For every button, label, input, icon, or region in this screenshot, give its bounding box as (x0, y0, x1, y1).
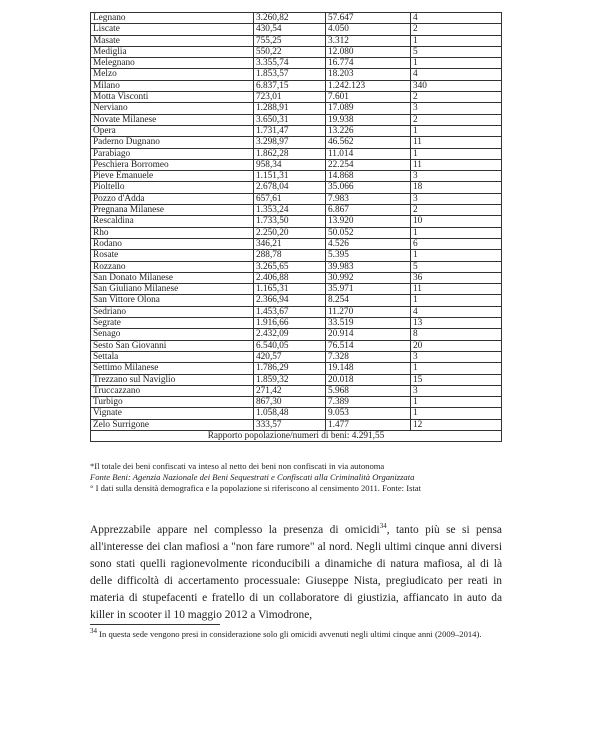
table-row (91, 148, 502, 159)
density-cell: 1.786,29 (254, 363, 326, 374)
table-row (91, 205, 502, 216)
assets-cell: 1 (411, 125, 502, 136)
table-row (91, 272, 502, 283)
density-cell: 867,30 (254, 397, 326, 408)
assets-cell: 2 (411, 92, 502, 103)
table-row (91, 114, 502, 125)
density-cell: 1.151,31 (254, 171, 326, 182)
table-row (91, 24, 502, 35)
density-cell: 333,57 (254, 419, 326, 430)
population-cell: 4.526 (326, 238, 411, 249)
population-cell: 13.920 (326, 216, 411, 227)
assets-cell: 11 (411, 159, 502, 170)
population-cell: 4.050 (326, 24, 411, 35)
assets-cell: 10 (411, 216, 502, 227)
table-row (91, 92, 502, 103)
table-row (91, 69, 502, 80)
table-row (91, 340, 502, 351)
population-cell: 11.270 (326, 306, 411, 317)
municipality-cell: Truccazzano (91, 385, 254, 396)
assets-cell: 12 (411, 419, 502, 430)
table-row (91, 351, 502, 362)
assets-cell: 5 (411, 261, 502, 272)
population-cell: 17.089 (326, 103, 411, 114)
density-cell: 1.859,32 (254, 374, 326, 385)
density-cell: 1.058,48 (254, 408, 326, 419)
population-cell: 1.477 (326, 419, 411, 430)
density-cell: 1.862,28 (254, 148, 326, 159)
municipality-cell: Mediglia (91, 46, 254, 57)
assets-cell: 3 (411, 193, 502, 204)
density-cell: 3.355,74 (254, 58, 326, 69)
assets-cell: 340 (411, 80, 502, 91)
density-cell: 657,61 (254, 193, 326, 204)
density-cell: 3.260,82 (254, 13, 326, 24)
footnote-divider (90, 624, 220, 625)
table-row (91, 80, 502, 91)
assets-cell: 1 (411, 250, 502, 261)
assets-cell: 36 (411, 272, 502, 283)
municipality-cell: Novate Milanese (91, 114, 254, 125)
density-cell: 1.731,47 (254, 125, 326, 136)
density-cell: 420,57 (254, 351, 326, 362)
population-cell: 35.066 (326, 182, 411, 193)
population-cell: 5.968 (326, 385, 411, 396)
municipality-cell: Melegnano (91, 58, 254, 69)
density-cell: 6.837,15 (254, 80, 326, 91)
assets-cell: 8 (411, 329, 502, 340)
table-row (91, 295, 502, 306)
note-total: *Il totale dei beni confiscati va inteso al netto dei beni non confiscati in via autonoma (90, 461, 385, 471)
density-cell: 2.678,04 (254, 182, 326, 193)
body-paragraph (90, 522, 502, 624)
table-row (91, 385, 502, 396)
population-cell: 7.983 (326, 193, 411, 204)
municipality-cell: Pioltello (91, 182, 254, 193)
assets-cell: 3 (411, 103, 502, 114)
population-cell: 9.053 (326, 408, 411, 419)
footnote-number: 34 (90, 627, 97, 636)
table-row (91, 137, 502, 148)
density-cell: 2.432,09 (254, 329, 326, 340)
density-cell: 2.406,88 (254, 272, 326, 283)
assets-cell: 1 (411, 363, 502, 374)
assets-cell: 1 (411, 35, 502, 46)
municipality-cell: Trezzano sul Naviglio (91, 374, 254, 385)
municipality-cell: Pieve Emanuele (91, 171, 254, 182)
assets-cell: 1 (411, 58, 502, 69)
population-cell: 19.938 (326, 114, 411, 125)
assets-cell: 2 (411, 24, 502, 35)
density-cell: 1.733,50 (254, 216, 326, 227)
table-row (91, 182, 502, 193)
population-cell: 76.514 (326, 340, 411, 351)
population-cell: 8.254 (326, 295, 411, 306)
assets-cell: 3 (411, 385, 502, 396)
population-cell: 30.992 (326, 272, 411, 283)
population-cell: 35.971 (326, 284, 411, 295)
municipality-cell: San Vittore Olona (91, 295, 254, 306)
density-cell: 430,54 (254, 24, 326, 35)
density-cell: 2.250,20 (254, 227, 326, 238)
density-cell: 3.298,97 (254, 137, 326, 148)
table-row (91, 306, 502, 317)
municipality-cell: Opera (91, 125, 254, 136)
density-cell: 550,22 (254, 46, 326, 57)
municipality-cell: Milano (91, 80, 254, 91)
table-row (91, 46, 502, 57)
municipality-cell: Settimo Milanese (91, 363, 254, 374)
table-row (91, 58, 502, 69)
table-row (91, 238, 502, 249)
population-cell: 20.018 (326, 374, 411, 385)
municipality-cell: Masate (91, 35, 254, 46)
municipality-cell: San Donato Milanese (91, 272, 254, 283)
municipality-cell: Sedriano (91, 306, 254, 317)
assets-cell: 15 (411, 374, 502, 385)
population-cell: 18.203 (326, 69, 411, 80)
municipality-cell: Zelo Surrigone (91, 419, 254, 430)
municipality-cell: Rho (91, 227, 254, 238)
municipality-cell: Pregnana Milanese (91, 205, 254, 216)
population-cell: 20.914 (326, 329, 411, 340)
population-cell: 14.868 (326, 171, 411, 182)
population-cell: 16.774 (326, 58, 411, 69)
note-source: Fonte Beni: Agenzia Nazionale dei Beni Sequestrati e Confiscati alla Criminalità Organizzata (90, 472, 415, 482)
density-cell: 1.916,66 (254, 318, 326, 329)
assets-cell: 2 (411, 205, 502, 216)
population-cell: 12.080 (326, 46, 411, 57)
municipality-cell: Senago (91, 329, 254, 340)
assets-cell: 4 (411, 13, 502, 24)
table-row (91, 329, 502, 340)
population-cell: 50.052 (326, 227, 411, 238)
density-cell: 755,25 (254, 35, 326, 46)
density-cell: 1.353,24 (254, 205, 326, 216)
table-row (91, 419, 502, 430)
municipality-cell: Legnano (91, 13, 254, 24)
assets-cell: 11 (411, 137, 502, 148)
assets-cell: 1 (411, 148, 502, 159)
table-row (91, 318, 502, 329)
footnote-text: In questa sede vengono presi in considerazione solo gli omicidi avvenuti negli ultimi cinque anni (2009–2014). (97, 629, 482, 639)
municipality-cell: Rozzano (91, 261, 254, 272)
density-cell: 1.853,57 (254, 69, 326, 80)
municipality-cell: Turbigo (91, 397, 254, 408)
assets-cell: 18 (411, 182, 502, 193)
assets-cell: 3 (411, 171, 502, 182)
table-row (91, 103, 502, 114)
municipality-cell: Rodano (91, 238, 254, 249)
assets-cell: 1 (411, 408, 502, 419)
note-census: ° I dati sulla densità demografica e la popolazione si riferiscono al censimento 2011. Fonte: Istat (90, 483, 422, 493)
assets-cell: 2 (411, 114, 502, 125)
population-cell: 7.389 (326, 397, 411, 408)
municipality-cell: Parabiago (91, 148, 254, 159)
assets-cell: 20 (411, 340, 502, 351)
municipality-cell: Vignate (91, 408, 254, 419)
table-row (91, 159, 502, 170)
assets-cell: 1 (411, 295, 502, 306)
population-cell: 5.395 (326, 250, 411, 261)
density-cell: 3.650,31 (254, 114, 326, 125)
density-cell: 3.265,65 (254, 261, 326, 272)
table-row (91, 363, 502, 374)
municipality-cell: Settala (91, 351, 254, 362)
population-cell: 7.601 (326, 92, 411, 103)
density-cell: 1.288,91 (254, 103, 326, 114)
table-row (91, 193, 502, 204)
table-row (91, 284, 502, 295)
municipality-cell: Paderno Dugnano (91, 137, 254, 148)
municipality-cell: Rosate (91, 250, 254, 261)
population-cell: 19.148 (326, 363, 411, 374)
density-cell: 1.165,31 (254, 284, 326, 295)
municipality-cell: Liscate (91, 24, 254, 35)
summary-cell: Rapporto popolazione/numeri di beni: 4.291,55 (91, 430, 502, 441)
body-text-start: Apprezzabile appare nel complesso la presenza di omicidi (90, 524, 380, 536)
municipality-cell: Peschiera Borromeo (91, 159, 254, 170)
table-row (91, 397, 502, 408)
assets-cell: 5 (411, 46, 502, 57)
municipalities-table (90, 12, 502, 442)
density-cell: 288,78 (254, 250, 326, 261)
table-row (91, 171, 502, 182)
assets-cell: 1 (411, 397, 502, 408)
density-cell: 346,21 (254, 238, 326, 249)
population-cell: 13.226 (326, 125, 411, 136)
municipality-cell: Sesto San Giovanni (91, 340, 254, 351)
municipality-cell: Pozzo d'Adda (91, 193, 254, 204)
table-row (91, 408, 502, 419)
summary-row (91, 430, 502, 441)
population-cell: 22.254 (326, 159, 411, 170)
municipality-cell: Melzo (91, 69, 254, 80)
table-row (91, 261, 502, 272)
density-cell: 271,42 (254, 385, 326, 396)
density-cell: 1.453,67 (254, 306, 326, 317)
table-row (91, 35, 502, 46)
population-cell: 33.519 (326, 318, 411, 329)
body-text-rest: , tanto più se si pensa all'interesse dei clan mafiosi a "non fare rumore" al nord. Negli ultimi cinque anni diversi sono stati quelli ragionevolmente riconducibili a dinamiche di natura mafiosa, al di là delle difficoltà di accertamento processuale: Giuseppe Nista, pregiudicato per reati in materia di stupefacenti e fratello di un collaboratore di giustizia, affiancato in auto da killer in scooter il 10 maggio 2012 a Vimodrone, (90, 524, 502, 621)
assets-cell: 6 (411, 238, 502, 249)
assets-cell: 11 (411, 284, 502, 295)
assets-cell: 3 (411, 351, 502, 362)
assets-cell: 13 (411, 318, 502, 329)
municipality-cell: San Giuliano Milanese (91, 284, 254, 295)
population-cell: 46.562 (326, 137, 411, 148)
density-cell: 2.366,94 (254, 295, 326, 306)
table-body (91, 13, 502, 442)
table-row (91, 374, 502, 385)
municipality-cell: Segrate (91, 318, 254, 329)
table-row (91, 250, 502, 261)
assets-cell: 1 (411, 227, 502, 238)
table-row (91, 227, 502, 238)
municipality-cell: Motta Visconti (91, 92, 254, 103)
density-cell: 723,01 (254, 92, 326, 103)
population-cell: 6.867 (326, 205, 411, 216)
population-cell: 57.647 (326, 13, 411, 24)
assets-cell: 4 (411, 69, 502, 80)
population-cell: 3.312 (326, 35, 411, 46)
footnote-ref: 34 (379, 522, 387, 531)
population-cell: 11.014 (326, 148, 411, 159)
population-cell: 7.328 (326, 351, 411, 362)
municipality-cell: Rescaldina (91, 216, 254, 227)
table-row (91, 216, 502, 227)
density-cell: 6.540,05 (254, 340, 326, 351)
footnote (90, 629, 502, 641)
table-notes (90, 461, 501, 494)
municipality-cell: Nerviano (91, 103, 254, 114)
table-row (91, 13, 502, 24)
assets-cell: 4 (411, 306, 502, 317)
density-cell: 958,34 (254, 159, 326, 170)
population-cell: 39.983 (326, 261, 411, 272)
table-row (91, 125, 502, 136)
population-cell: 1.242.123 (326, 80, 411, 91)
